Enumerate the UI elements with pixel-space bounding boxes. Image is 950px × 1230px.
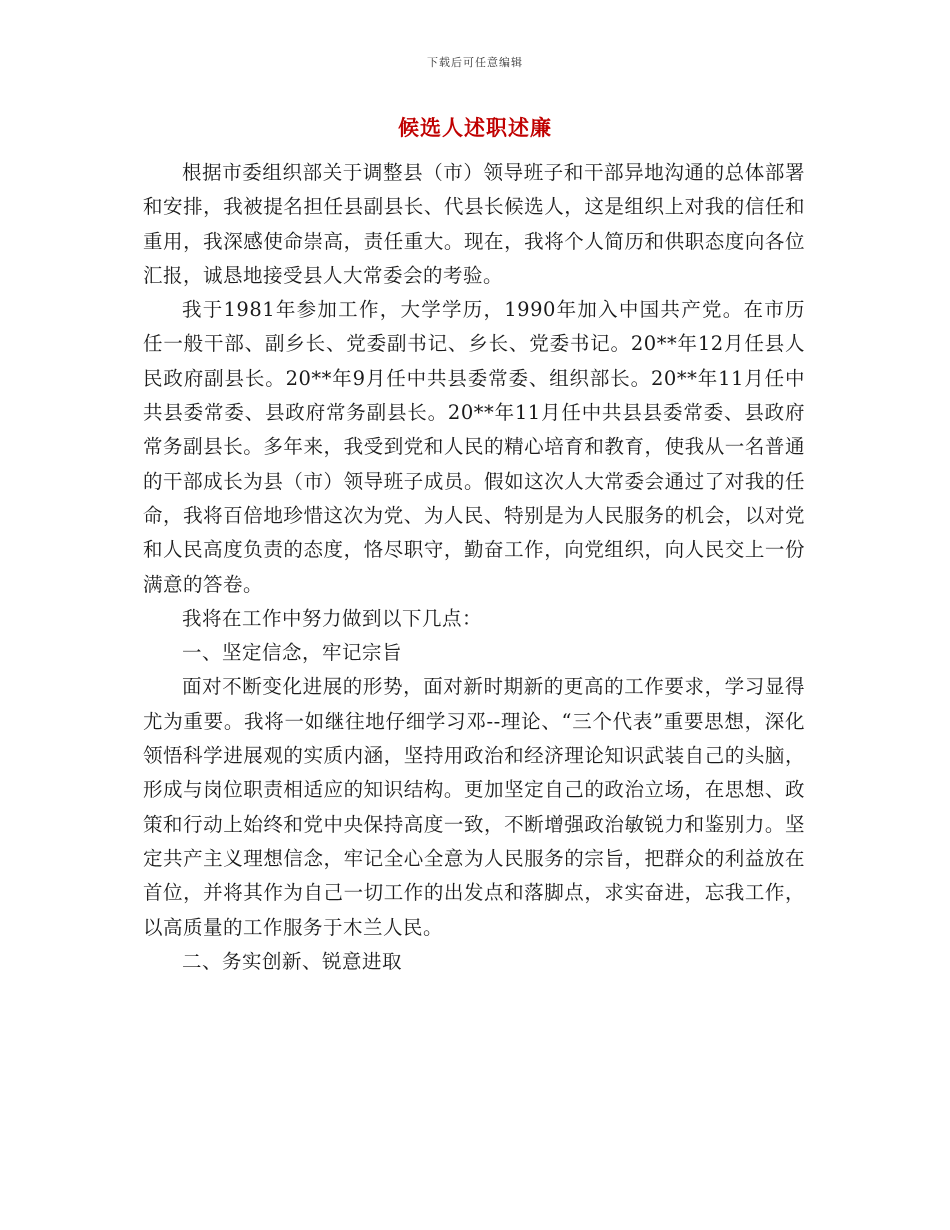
paragraph-section-1: 面对不断变化进展的形势，面对新时期新的更高的工作要求，学习显得尤为重要。我将一如继往地仔细学习邓--理论、“三个代表”重要思想，深化领悟科学进展观的实质内涵，坚持用政治和经济理论知识武装自己的头脑，形成与岗位职责相适应的知识结构。更加坚定自己的政治立场，在思想、政策和行动上始终和党中央保持高度一致，不断增强政治敏锐力和鉴别力。坚定共产主义理想信念，牢记全心全意为人民服务的宗旨，把群众的利益放在首位，并将其作为自己一切工作的出发点和落脚点，求实奋进，忘我工作，以高质量的工作服务于木兰人民。 [143, 675, 805, 939]
paragraph-commitment-intro: 我将在工作中努力做到以下几点： [182, 606, 483, 630]
header-note: 下载后可任意编辑 [427, 56, 523, 69]
document-body [143, 156, 805, 979]
paragraph-resume: 我于1981年参加工作，大学学历，1990年加入中国共产党。在市历任一般干部、副乡长、党委副书记、乡长、党委书记。20**年12月任县人民政府副县长。20**年9月任中共县委常委、组织部长。20**年11月任中共县委常委、县政府常务副县长。20**年11月任中共县县委常委、县政府常务副县长。多年来，我受到党和人民的精心培育和教育，使我从一名普通的干部成长为县（市）领导班子成员。假如这次人大常委会通过了对我的任命，我将百倍地珍惜这次为党、为人民、特别是为人民服务的机会，以对党和人民高度负责的态度，恪尽职守，勤奋工作，向党组织，向人民交上一份满意的答卷。 [143, 298, 805, 596]
section-heading-2: 二、务实创新、锐意进取 [182, 949, 403, 973]
document-title: 候选人述职述廉 [398, 115, 552, 140]
paragraph-intro: 根据市委组织部关于调整县（市）领导班子和干部异地沟通的总体部署和安排，我被提名担任县副县长、代县长候选人，这是组织上对我的信任和重用，我深感使命崇高，责任重大。现在，我将个人简历和供职态度向各位汇报，诚恳地接受县人大常委会的考验。 [143, 161, 805, 287]
section-heading-1: 一、坚定信念，牢记宗旨 [182, 641, 403, 665]
